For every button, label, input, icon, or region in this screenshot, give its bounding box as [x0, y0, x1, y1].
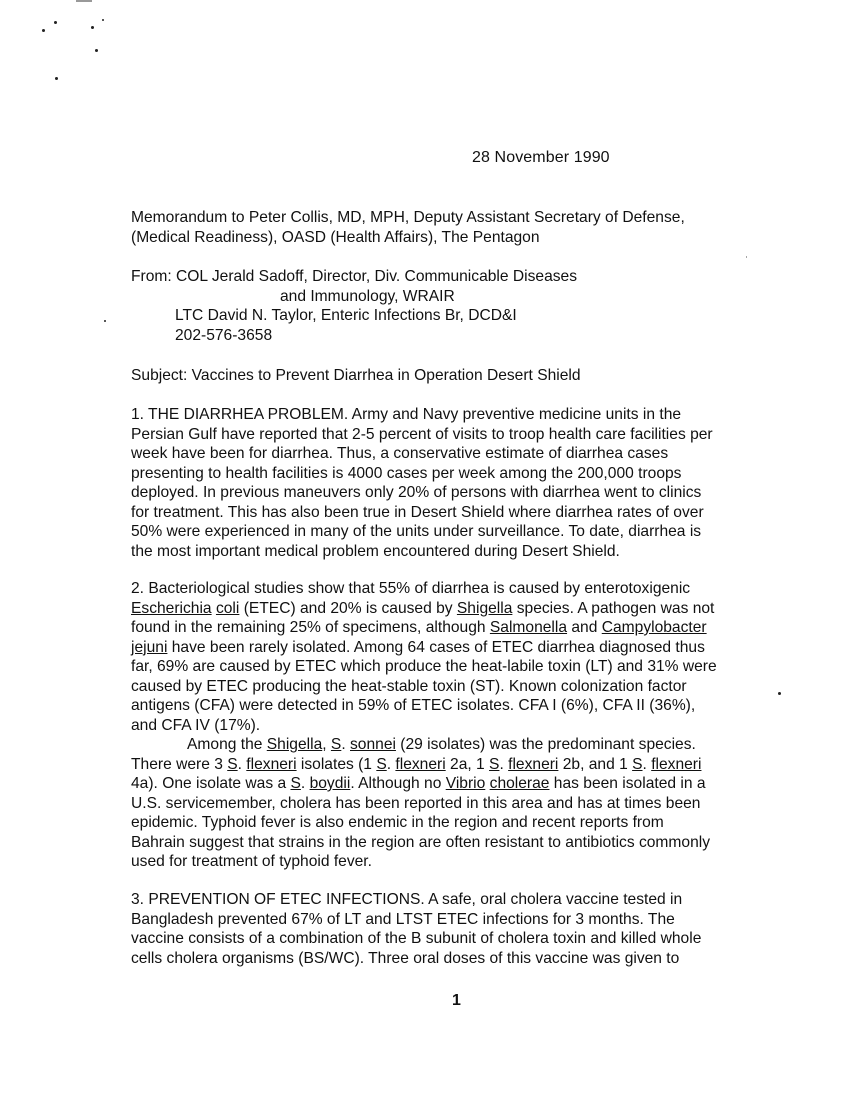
genus-name: Shigella [456, 599, 513, 617]
paragraph-line [131, 638, 717, 658]
section-3-prevention [131, 890, 701, 968]
genus-name: Salmonella [489, 619, 568, 636]
paragraph-line: presenting to health facilities is 4000 cases per week among the 200,000 troops [131, 464, 682, 482]
paragraph-line: for treatment. This has also been true in Desert Shield where diarrhea rates of over [131, 503, 704, 521]
scan-speck [42, 29, 45, 32]
memo-date: 28 November 1990 [472, 149, 610, 166]
memo-to [131, 208, 685, 247]
scan-artifact-bar [76, 0, 92, 2]
paragraph-line: caused by ETEC producing the heat-stable toxin (ST). Known colonization factor [131, 677, 687, 695]
from-line: and Immunology, WRAIR [280, 287, 455, 305]
paragraph-line: deployed. In previous maneuvers only 20% of persons with diarrhea went to clinics [131, 484, 702, 501]
paragraph-line: week have been for diarrhea. Thus, a conservative estimate of diarrhea cases [131, 445, 669, 462]
paragraph-line: Bahrain suggest that strains in the region are often resistant to antibiotics commonly [131, 833, 711, 851]
paragraph-line [131, 774, 710, 794]
genus-name: Campylobacter [601, 619, 707, 636]
genus-abbrev: S [376, 755, 387, 773]
section-2-bacteriology [131, 579, 717, 735]
from-line: From: COL Jerald Sadoff, Director, Div. Communicable Diseases [131, 268, 578, 285]
genus-abbrev: S [330, 736, 342, 753]
subject-line: Subject: Vaccines to Prevent Diarrhea in Operation Desert Shield [131, 367, 581, 384]
species-name: flexneri [508, 755, 559, 773]
text: 2a, 1 [445, 755, 490, 773]
text: species. A pathogen was not [512, 599, 715, 617]
genus-abbrev: S [290, 775, 301, 792]
species-name: flexneri [395, 755, 446, 773]
paragraph-line: 2. Bacteriological studies show that 55% of diarrhea is caused by enterotoxigenic [131, 580, 691, 597]
species-name: jejuni [131, 638, 168, 656]
paragraph-line: used for treatment of typhoid fever. [131, 853, 372, 870]
paragraph-line: epidemic. Typhoid fever is also endemic in the region and recent reports from [131, 814, 664, 831]
paragraph-line: far, 69% are caused by ETEC which produce the heat-labile toxin (LT) and 31% were [131, 658, 717, 675]
text: Among the [187, 736, 267, 753]
text: (ETEC) and 20% is caused by [239, 599, 457, 617]
genus-abbrev: S [227, 755, 238, 773]
species-name: boydii [309, 775, 351, 792]
genus-name: Escherichia [131, 599, 212, 617]
from-line: 202-576-3658 [175, 326, 273, 344]
scan-speck [102, 19, 104, 21]
paragraph-line [131, 735, 710, 755]
scan-speck [54, 21, 57, 24]
scan-speck [95, 49, 98, 52]
paragraph-line: the most important medical problem encountered during Desert Shield. [131, 542, 620, 560]
paragraph-line: 3. PREVENTION OF ETEC INFECTIONS. A safe, oral cholera vaccine tested in [131, 891, 683, 908]
text: . [300, 775, 310, 792]
scan-speck [778, 692, 781, 695]
paragraph-line: Persian Gulf have reported that 2-5 percent of visits to troop health care facilities per [131, 425, 713, 443]
paragraph-line: and CFA IV (17%). [131, 716, 261, 734]
section-1-diarrhea-problem [131, 405, 713, 561]
scan-speck [746, 256, 747, 258]
paragraph-line: 1. THE DIARRHEA PROBLEM. Army and Navy preventive medicine units in the [131, 406, 682, 423]
paragraph-line: vaccine consists of a combination of the B subunit of cholera toxin and killed whole [131, 930, 702, 947]
text: . [386, 755, 396, 773]
memo-subject [131, 366, 581, 386]
species-name: flexneri [651, 755, 702, 773]
text: have been rarely isolated. Among 64 cases of ETEC diarrhea diagnosed thus [167, 638, 705, 656]
text: . [499, 755, 509, 773]
species-name: sonnei [350, 736, 396, 753]
to-line: Memorandum to Peter Collis, MD, MPH, Deputy Assistant Secretary of Defense, [131, 209, 685, 226]
section-2-shigella-paragraph [131, 735, 710, 872]
text: and [567, 619, 602, 636]
from-line: LTC David N. Taylor, Enteric Infections Br, DCD&I [175, 307, 517, 324]
paragraph-line: antigens (CFA) were detected in 59% of ETEC isolates. CFA I (6%), CFA II (36%), [131, 697, 696, 714]
genus-abbrev: S [489, 755, 500, 773]
paragraph-line: 50% were experienced in many of the units under surveillance. To date, diarrhea is [131, 523, 702, 540]
memo-from [131, 267, 577, 345]
paragraph-line [131, 599, 717, 619]
scan-speck [55, 77, 58, 80]
text: . [237, 755, 247, 773]
paragraph-line: U.S. servicemember, cholera has been reported in this area and has at times been [131, 794, 701, 812]
paragraph-line [131, 618, 717, 638]
genus-name: Shigella [266, 736, 323, 753]
text: 2b, and 1 [558, 755, 633, 773]
page-number: 1 [452, 992, 461, 1009]
scan-speck [104, 320, 106, 322]
scan-speck [91, 26, 94, 29]
text: found in the remaining 25% of specimens, although [131, 619, 490, 636]
text: . [341, 736, 350, 753]
text: . Although no [350, 775, 446, 792]
paragraph-line [131, 755, 710, 775]
species-name: coli [215, 599, 240, 617]
paragraph-line: cells cholera organisms (BS/WC). Three oral doses of this vaccine was given to [131, 949, 680, 967]
text: (29 isolates) was the predominant species. [395, 736, 696, 753]
paragraph-line: Bangladesh prevented 67% of LT and LTST ETEC infections for 3 months. The [131, 910, 675, 928]
species-name: flexneri [246, 755, 297, 773]
text: . [642, 755, 652, 773]
to-line: (Medical Readiness), OASD (Health Affairs), The Pentagon [131, 228, 540, 246]
genus-name: Vibrio [445, 775, 486, 792]
text: 4a). One isolate was a [131, 775, 291, 792]
text: There were 3 [131, 755, 228, 773]
genus-abbrev: S [632, 755, 643, 773]
text: has been isolated in a [549, 775, 706, 792]
text: , [322, 736, 331, 753]
species-name: cholerae [489, 775, 550, 792]
text: isolates (1 [296, 755, 377, 773]
